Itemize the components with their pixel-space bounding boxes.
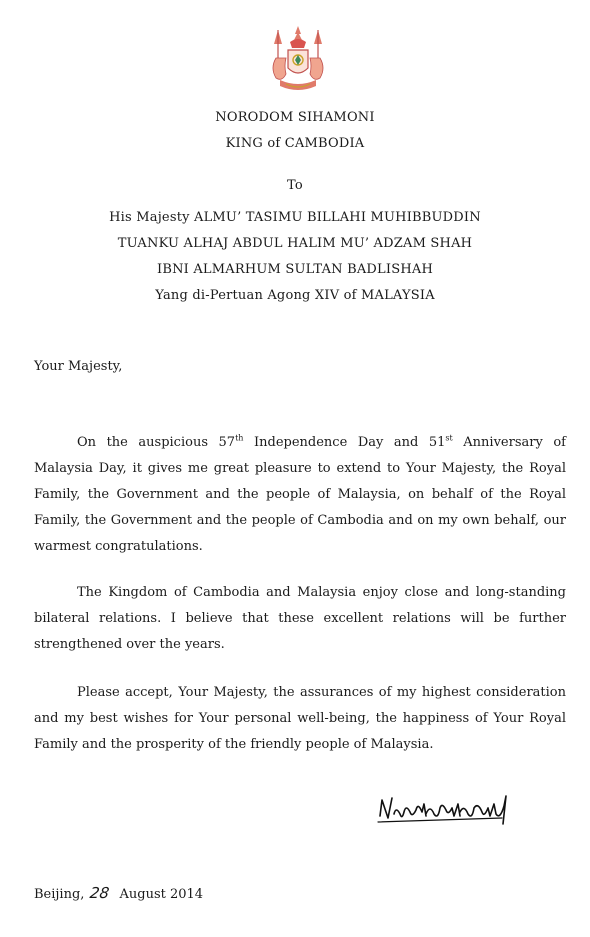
paragraph-2-text: The Kingdom of Cambodia and Malaysia enjoy close and long-standing bilateral relations. I believe that these excellent relations will be further strengthened over the years.	[34, 585, 566, 652]
recipient-line-1: His Majesty ALMU’ TASIMU BILLAHI MUHIBBUDDIN	[109, 210, 481, 225]
royal-coat-of-arms-icon	[264, 24, 332, 94]
paragraph-1-part-3: Anniversary of Malaysia Day, it gives me great pleasure to extend to Your Majesty, the Royal Family, the Government and the people of Malaysia, on behalf of the Royal Family, the Government and the people of Cambodia and on my own behalf, our warmest congratulations.	[34, 435, 566, 554]
recipient-line-2: TUANKU ALHAJ ABDUL HALIM MU’ ADZAM SHAH	[117, 236, 473, 251]
sender-name: NORODOM SIHAMONI	[215, 110, 375, 125]
date-month-year: August 2014	[119, 887, 204, 902]
paragraph-3-text: Please accept, Your Majesty, the assurances of my highest consideration and my best wishes for Your personal well-being, the happiness of Your Royal Family and the prosperity of the friendly people of Malaysia.	[34, 685, 566, 752]
paragraph-1-part-1: On the auspicious 57	[77, 435, 236, 450]
to-label: To	[287, 178, 303, 193]
paragraph-congratulations	[34, 430, 566, 560]
superscript-th: th	[235, 433, 244, 443]
date-day-handwritten: 28	[89, 884, 111, 902]
date-place: Beijing,	[34, 887, 85, 902]
superscript-st: st	[445, 433, 453, 443]
signature	[376, 790, 516, 830]
recipient-line-4: Yang di-Pertuan Agong XIV of MALAYSIA	[155, 288, 435, 303]
salutation: Your Majesty,	[34, 359, 123, 374]
paragraph-relations	[34, 580, 566, 658]
paragraph-1-part-2: Independence Day and 51	[243, 435, 446, 450]
sender-title: KING of CAMBODIA	[225, 136, 365, 151]
date-line	[34, 884, 203, 902]
recipient-line-3: IBNI ALMARHUM SULTAN BADLISHAH	[157, 262, 433, 277]
paragraph-closing	[34, 680, 566, 758]
